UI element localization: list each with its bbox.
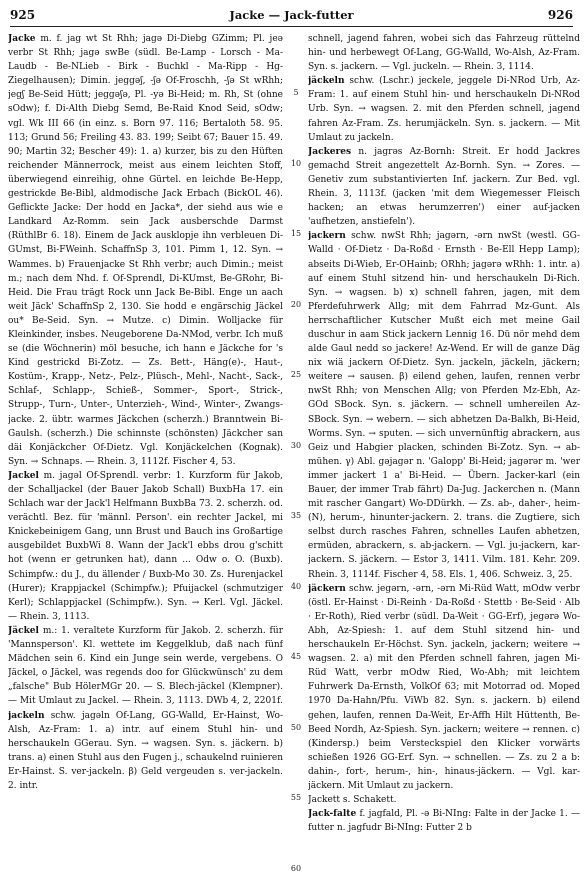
entry-jackeres bbox=[308, 145, 580, 230]
line-number: 60 bbox=[290, 864, 302, 873]
left-page-number: 925 bbox=[10, 8, 36, 22]
entry-jaeckeln bbox=[308, 74, 580, 144]
line-number: 55 bbox=[290, 793, 302, 802]
entry-text: n. jagrəs Az-Bornh: Streit. Er hodd Jackres gemachd Streit angezettelt Az-Bornh. Syn. → Zores. — Genetiv zum substantivierten Inf. jackern. Zur Bed. vgl. Rhein. 3, 1113f. (jacken 'mit dem Wiegemesser Fleisch hacken; an etwas herumzerren') einer auf-jacken 'aufhetzen, anstiefeln'). bbox=[308, 146, 580, 228]
entry-text: m.: 1. veraltete Kurzform für Jakob. 2. scherzh. für 'Mannsperson'. Kl. wettete im Keggelklub, daß nach fünf Mädchen sein 6. Kind ein Junge sein werde, vergebens. O Jäckel, o Jäckel, was regends doo for Glückwünsch' zu dem „falsche" Bub HölerMGr 20. — S. Blech-jäckel (Klempner). — Mit Umlaut zu Jackel. — Rhein. 3, 1113. DWb 4, 2, 2201f. bbox=[8, 625, 283, 707]
line-number: 50 bbox=[290, 723, 302, 732]
entry-continuation bbox=[308, 32, 580, 74]
line-number: 25 bbox=[290, 370, 302, 379]
entry-jackel bbox=[8, 469, 283, 624]
headword: Jäckel bbox=[8, 625, 39, 636]
line-number: 15 bbox=[290, 229, 302, 238]
entry-text: schnell, jagend fahren, wobei sich das Fahrzeug rüttelnd hin- und herbewegt Of-Lang, GG-Walld, Wo-Alsh, Az-Fram. Syn. s. jackern. — Vgl. juckeln. — Rhein. 3, 1114. bbox=[308, 34, 580, 73]
entry-text: Jackett s. Schakett. bbox=[308, 795, 397, 806]
left-column bbox=[8, 32, 283, 867]
headword: jäckeln bbox=[308, 76, 345, 87]
entry-jackett bbox=[308, 793, 580, 807]
line-number: 30 bbox=[290, 441, 302, 450]
headword: jackern bbox=[308, 231, 346, 242]
headword: Jack-falte bbox=[308, 809, 357, 820]
entry-text: schw. jegərn, -ərn, -ərn Mi-Rüd Watt, mOdw verbr (östl. Er-Hainst · Di-Reinh · Da-Roßd · Stettb · Be-Seid · Alb · Er-Roth), Ried verbr (südl. Da-Weit · GG-Erf), jegərə Wo-Abh, Az-Spiesh: 1. auf dem Stuhl sitzend hin- und herschaukeln Er-Höchst. Syn. jackeln, jackern; weitere → wagsen. 2. a) mit den Pferden schnell fahren, jagen Mi-Rüd Watt, verbr mOdw Ried, Wo-Abh; mit leichtem Fuhrwerk Da-Ernsth, VolkOf 63; mit Motorrad od. Moped 1970 Da-Hahn/Pfu. ViWb 82. Syn. s. jackern. b) eilend gehen, laufen, rennen Da-Weit, Er-Affh Hilt Hüttenth, Be-Beed Nordh, Az-Spiesh. Syn. jackern; weitere → rennen. c) (Kindersp.) beim Versteckspiel den Klicker vorwärts schießen 1926 GG-Erf. Syn. → schnellen. — Zs. zu 2 a b: dahin-, fort-, herum-, hin-, hinaus-jäckern. — Vgl. kar-jäckern. Mit Umlaut zu jackern. bbox=[308, 583, 580, 791]
entry-text: schw. (Lschr.) jeckele, jeggele Di-NRod Urb, Az-Fram: 1. auf einem Stuhl hin- und herschaukeln Di-NRod Urb. Syn. → wagsen. 2. mit den Pferden schnell, jagend fahren Az-Fram. Zs. herumjäckeln. Syn. s. jackern. — Mit Umlaut zu jackeln. bbox=[308, 76, 580, 143]
headword: jäckern bbox=[308, 583, 346, 594]
right-page-number: 926 bbox=[547, 8, 573, 22]
entry-text: schw. nwSt Rhh; jagərn, -ərn nwSt (westl. GG-Walld · Of-Dietz · Da-Roßd · Ernsth · Be-Ell Hepp Lamp); abseits Di-Wieb, Er-OHainb; ORhh; jagərə wRhh: 1. intr. a) auf einem Stuhl sitzend hin- und herschaukeln Di-Rich. Syn. → wagsen. b) x) schnell fahren, jagen, mit dem Pferdefuhrwerk Allg; mit dem Fahrrad Mz-Gunt. Als herrschaftlicher Kutscher Mußt eich met meine Gail duschur in aam Stick jackern Lennig 16. Dü nör mehd dem alde Gaul nedd so jackere! Az-Wend. Er will de ganze Däg nix wiä jackern Of-Dietz. Syn. jackeln, jäckeln, jäckern; weitere → sausen. β) eilend gehen, laufen, rennen verbr nwSt Rhh; von Menschen Allg; von Pferden Mz-Ebh, Az-GOd SBock. Syn. s. jäckern. — schnell umhereilen Az-SBock. Syn. → webern. — sich abhetzen Da-Balkh, Bi-Heid, Worms. Syn. → sputen. — sich unvernünftig abrackern, aus Geiz und Habgier placken, schinden Bi-Zotz. Syn. → ab-mühen. γ) Abl. gəjagər n. 'Galopp' Bi-Heid; jagərər m. 'wer immer jackert 1 a' Bi-Heid. — Übern. Jacker-karl (ein Bauer, der immer Trab fährt) Da-Jug. Jackerchen n. (Mann mit rascher Gangart) Wo-DDürkh. — Zs. ab-, daher-, heim- (N), herum-, hinunter-jackern. 2. trans. die Zugtiere, sich selbst durch rasches Fahren, schnelles Laufen abhetzen, ermüden, abrackern, s. ab-jackern. — Vgl. ju-jackern, kar-jackern. S. jäckern. — Estor 3, 1411. Vilm. 181. Kehr. 209. Rhein. 3, 1114f. Fischer 4, 58. Els. 1, 406. Schweiz. 3, 25. bbox=[308, 231, 580, 580]
right-column bbox=[308, 32, 580, 867]
line-number: 20 bbox=[290, 300, 302, 309]
entry-text: f. jagfald, Pl. -ə Bi-NIng: Falte in der Jacke 1. —futter n. jagfudr Bi-NIng: Futter 2 b bbox=[308, 809, 580, 834]
headword: Jackel bbox=[8, 470, 39, 481]
entry-jack-falte bbox=[308, 807, 580, 835]
entry-jaeckel bbox=[8, 624, 283, 709]
entry-jaeckern bbox=[308, 582, 580, 793]
page-header bbox=[10, 8, 573, 27]
entry-text: m. jagəl Of-Sprendl. verbr: 1. Kurzform für Jakob, der Schalljackel (der Bauer Jakob Schall) BuxbHa 17. ein Schlach war der Jack'l Helfmann BuxbBa 73. 2. scherzh. od. verächtl. Bez. für 'männl. Person'. ein rechter Jackel, mi Knickebeinigem Gang, unn Brust und Bauch ins Großartige ausgebildet BuxbWi 8. Wann der Jack'l ebbs drou g'schitt hot (wenn er getrunken hat), dann ... Odw o. O. (Buxb). Schimpfw.: du J., du ällender / Buxb-Mo 30. Zs. Hurenjackel (Hurer); Krappjackel (Schimpfw.); Pfuijackel (schmutziger Kerl); Schlappjackel (Schimpfw.). Syn. → Kerl. Vgl. Jäckel. — Rhein. 3, 1113. bbox=[8, 470, 283, 622]
headword: Jacke bbox=[8, 34, 36, 44]
line-number: 45 bbox=[290, 652, 302, 661]
entry-jackeln bbox=[8, 709, 283, 794]
entry-text: m. f. jag wt St Rhh; jagə Di-Diebg GZimm; Pl. jeə verbr St Rhh; jagə swBe (südl. Be-Lamp - Lorsch - Ma-Laudb - Be-NLieb - Birk - Buchkl - Ma-Ripp - Hg-Ziegelhausen); Dimin. jeggəʃ, -ʃə Of-Froschh, -ʃə St wRhh; jegʃ Be-Seid Hütt; jeggəʃə, Pl. -yə Bi-Heid; m. Rh, St (ohne sOdw); f. Di-Alth Diebg Semd, Be-Raid Knod Seid, sOdw; vgl. Wk III 66 (in einz. s. Born 97. 116; Bertaloth 58. 95. 113; Grund 56; Freiling 43. 83. 199; Seibt 67; Bauer 15. 49. 90; Martin 32; Bescher 49): 1. a) kurzer, bis zu den Hüften reichender Männerrock, meist aus einem leichten Stoff, überwiegend einreihig, ohne Gürtel. en leichde Be-Hepp, gestrickde Be-Bibl, aldmodische Jack Erbach (BickOL 46). Geflickte Jacke: Der hodd en Jacka*, der siehd aus wie e Landkard Az-Romm. sein Jack ausberschde Darmst (RüthlBr 6. 18). Einem de Jack ausklopje ihn verbleuen Di-GUmst, Bi-FWeinh. SchaffnSp 3, 101. Pimm 1, 12. Syn. → Wammes. b) Frauenjacke St Rhh verbr; auch Dimin.; meist m.; nach dem Nhd. f. Of-Sprendl, Di-KUmst, Be-GRohr, Bi-Heid. Die Frau trägt Rock unn Jack Be-Bibl. Enge un aach weit Jäck' SchaffnSp 2, 130. Sie hodd e engärschig Jäckel ou* Be-Seid. Syn. → Mutze. c) Dimin. Wolljacke für Kleinkinder, insbes. Neugeborene Da-NMod, verbr. Ich muß se (die Wöchnerin) möl besuche, ich hann e Jäckche for 's Kind gestrickd Bi-Zotz. — Zs. Bett-, Häng(e)-, Haut-, Kostüm-, Krapp-, Netz-, Pelz-, Plüsch-, Mehl-, Nacht-, Sack-, Schlaf-, Schlapp-, Schieß-, Sommer-, Sport-, Strick-, Strupp-, Turn-, Unter-, Unterzieh-, Wind-, Winter-, Zwangs-jacke. 2. übtr. warmes Jäckchen (scherzh.) Branntwein Bi-Gaulsh. (scherzh.) Die schinnste (schönsten) Jäckcher san däi Konjäckcher Of-Dietz. Vgl. Konjäckelchen (Kognak). Syn. → Schnaps. — Rhein. 3, 1112f. Fischer 4, 53. bbox=[8, 34, 283, 467]
line-number: 40 bbox=[290, 582, 302, 591]
line-number: 5 bbox=[293, 88, 299, 97]
line-numbers bbox=[286, 32, 306, 873]
entry-jacke bbox=[8, 32, 283, 469]
line-number: 10 bbox=[290, 159, 302, 168]
entry-jackern bbox=[308, 229, 580, 581]
headword: Jackeres bbox=[308, 146, 352, 157]
headword: jackeln bbox=[8, 710, 45, 721]
line-number: 35 bbox=[290, 511, 302, 520]
running-title: Jacke — Jack-futter bbox=[229, 8, 354, 22]
entry-text: schw. jagəln Of-Lang, GG-Walld, Er-Hainst, Wo-Alsh, Az-Fram: 1. a) intr. auf einem Stuhl hin- und herschaukeln GGerau. Syn. → wagsen. Syn. s. jäckern. b) trans. a) einen Stuhl aus den Fugen j., schaukelnd ruinieren Er-Hainst. S. ver-jackeln. β) Geld vergeuden s. ver-jackeln. 2. intr. bbox=[8, 710, 283, 791]
